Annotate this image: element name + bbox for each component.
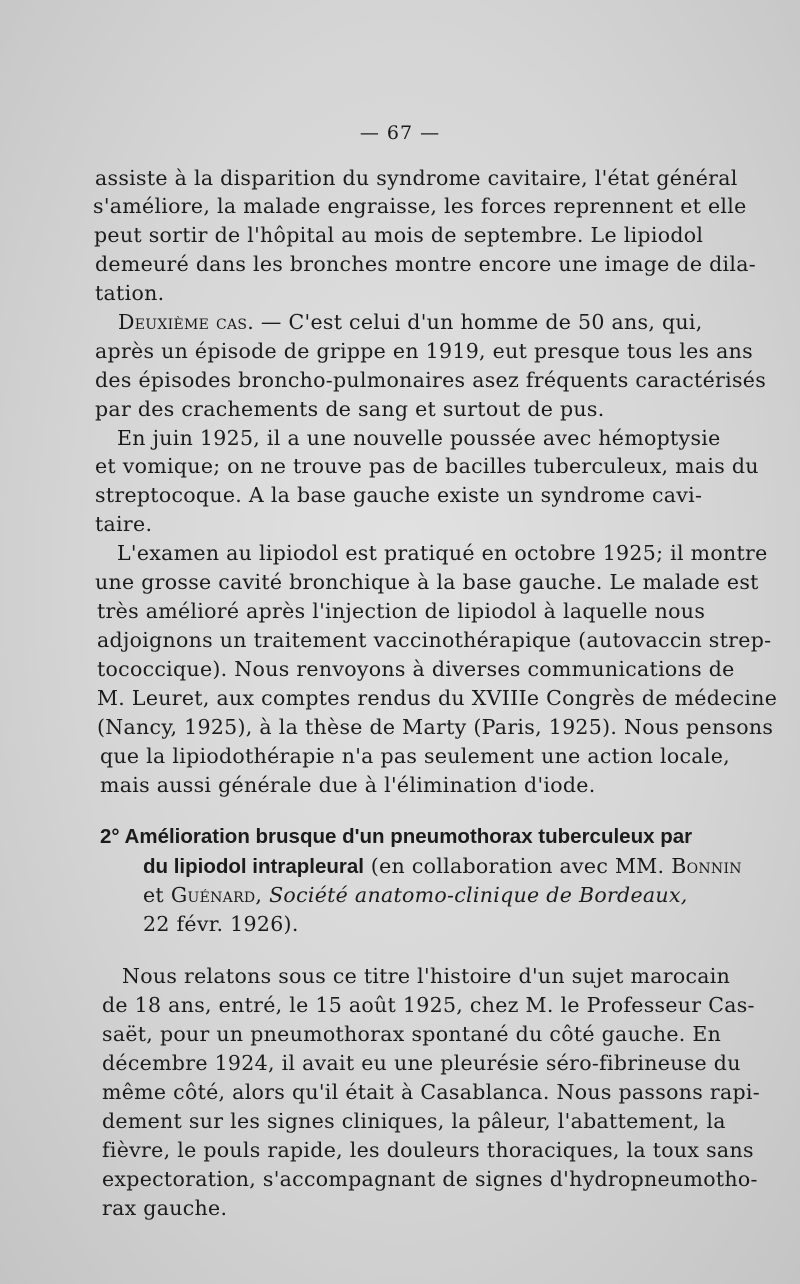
text-line: streptocoque. A la base gauche existe un syndrome cavi- (95, 483, 703, 507)
text-line: et vomique; on ne trouve pas de bacilles tuberculeux, mais du (95, 454, 759, 478)
conjunction: et (143, 883, 164, 907)
author-name: Guénard, (170, 883, 263, 907)
text-line: adjoignons un traitement vaccinothérapique (autovaccin strep- (97, 628, 772, 652)
author-name: Bonnin (671, 854, 742, 878)
text-line: expectoration, s'accompagnant de signes d'hydropneumotho- (102, 1167, 758, 1191)
text-line: peut sortir de l'hôpital au mois de septembre. Le lipiodol (94, 223, 704, 247)
text-line: une grosse cavité bronchique à la base gauche. Le malade est (95, 570, 759, 594)
text-line: En juin 1925, il a une nouvelle poussée avec hémoptysie (117, 426, 721, 450)
text-line: demeuré dans les bronches montre encore une image de dila- (95, 252, 756, 276)
heading-line (143, 883, 688, 907)
text-line: L'examen au lipiodol est pratiqué en octobre 1925; il montre (117, 541, 768, 565)
text-line: tation. (95, 281, 165, 305)
text-line: tococcique). Nous renvoyons à diverses communications de (97, 657, 735, 681)
text-line: de 18 ans, entré, le 15 août 1925, chez M. le Professeur Cas- (102, 993, 755, 1017)
journal-name: Société anatomo-clinique de Bordeaux, (269, 883, 688, 907)
text-line: des épisodes broncho-pulmonaires asez fréquents caractérisés (95, 368, 767, 392)
text-line: mais aussi générale due à l'élimination d'iode. (100, 773, 596, 797)
page-number: — 67 — (359, 122, 441, 144)
heading-line (100, 825, 693, 848)
section-number: 2° (100, 825, 120, 848)
case-label: Deuxième cas. (118, 310, 255, 334)
text-line (118, 310, 703, 334)
text-line: décembre 1924, il avait eu une pleurésie séro-fibrineuse du (102, 1051, 741, 1075)
text-line: Nous relatons sous ce titre l'histoire d'un sujet marocain (122, 964, 731, 988)
text-line: taire. (95, 512, 153, 536)
text-line: même côté, alors qu'il était à Casablanca. Nous passons rapi- (102, 1080, 760, 1104)
text-line: par des crachements de sang et surtout de pus. (95, 397, 605, 421)
text-line: que la lipiodothérapie n'a pas seulement une action locale, (100, 744, 730, 768)
text-line: assiste à la disparition du syndrome cavitaire, l'état général (95, 166, 738, 190)
text-line: s'améliore, la malade engraisse, les forces reprennent et elle (93, 194, 747, 218)
text-line: dement sur les signes cliniques, la pâleur, l'abattement, la (102, 1109, 726, 1133)
text-line: rax gauche. (102, 1196, 228, 1220)
section-title-continued: du lipiodol intrapleural (143, 855, 364, 878)
section-title: Amélioration brusque d'un pneumothorax tuberculeux par (124, 825, 693, 848)
text-line: M. Leuret, aux comptes rendus du XVIIIe Congrès de médecine (97, 686, 778, 710)
text-line: fièvre, le pouls rapide, les douleurs thoraciques, la toux sans (102, 1138, 754, 1162)
text-line: saët, pour un pneumothorax spontané du côté gauche. En (102, 1022, 722, 1046)
text-line: (Nancy, 1925), à la thèse de Marty (Paris, 1925). Nous pensons (97, 715, 774, 739)
heading-line (143, 854, 742, 878)
text-line: après un épisode de grippe en 1919, eut presque tous les ans (95, 339, 754, 363)
case-text: — C'est celui d'un homme de 50 ans, qui, (260, 310, 703, 334)
text-line: très amélioré après l'injection de lipiodol à laquelle nous (97, 599, 706, 623)
publication-date: 22 févr. 1926). (143, 912, 299, 936)
collaboration-note: (en collaboration avec MM. (370, 854, 665, 878)
